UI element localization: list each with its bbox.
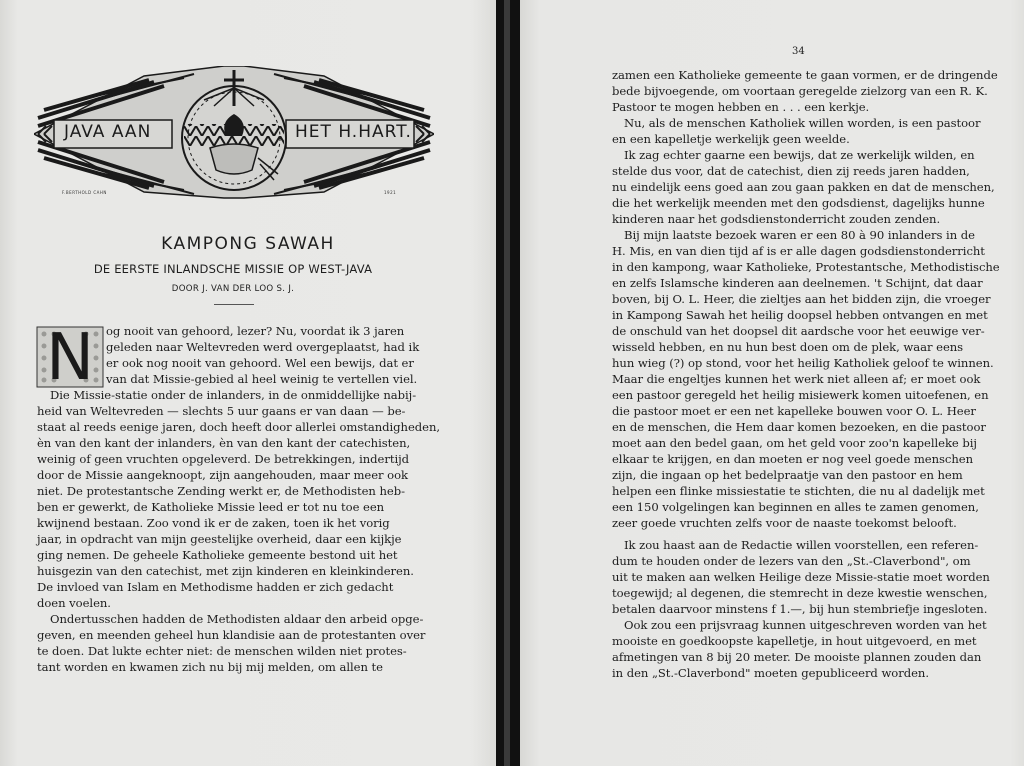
text-line: bede bijvoegende, om voortaan geregelde zielzorg van een R. K. — [612, 84, 988, 98]
page-edge — [504, 0, 510, 766]
text-line: hun wieg (?) op stond, voor het heilig Katholiek geloof te winnen. — [612, 356, 994, 370]
text-line: de onschuld van het doopsel dit aardsche voor het eeuwige ver- — [612, 324, 985, 338]
text-line: mooiste en goedkoopste kapelletje, in hout uitgevoerd, en met — [612, 634, 977, 648]
text-line: Ook zou een prijsvraag kunnen uitgeschreven worden van het — [624, 618, 987, 632]
text-line: Die Missie-statie onder de inlanders, in de onmiddellijke nabij- — [50, 388, 417, 402]
text-line: Nu, als de menschen Katholiek willen worden, is een pastoor — [624, 116, 981, 130]
text-line: uit te maken aan welken Heilige deze Missie-statie moet worden — [612, 570, 990, 584]
drop-cap-letter: N — [46, 321, 94, 395]
text-line: nu eindelijk eens goed aan zou gaan pakken en dat de menschen, — [612, 180, 995, 194]
text-line: staat al reeds eenige jaren, doch heeft door allerlei omstandigheden, — [37, 420, 441, 434]
text-line: geven, en meenden geheel hun klandisie aan de protestanten over — [37, 628, 426, 642]
text-line: Ik zou haast aan de Redactie willen voorstellen, een referen- — [624, 538, 979, 552]
title-divider — [214, 304, 254, 305]
text-line: er ook nog nooit van gehoord. Wel een bewijs, dat er — [106, 356, 414, 370]
text-line: jaar, in opdracht van mijn geestelijke overheid, daar een kijkje — [37, 532, 402, 546]
article-author: DOOR J. VAN DER LOO S. J. — [171, 284, 295, 294]
text-line: zeer goede vruchten zelfs voor de naaste toekomst belooft. — [612, 516, 957, 530]
text-line: afmetingen van 8 bij 20 meter. De mooiste plannen zouden dan — [612, 650, 982, 664]
article-title: KAMPONG SAWAH — [161, 234, 335, 254]
text-line: Pastoor te mogen hebben en . . . een kerkje. — [612, 100, 870, 114]
text-line: og nooit van gehoord, lezer? Nu, voordat ik 3 jaren — [106, 324, 405, 338]
banner-left-label: JAVA AAN — [64, 122, 152, 142]
text-line: elkaar te krijgen, en dan moeten er nog veel goede menschen — [612, 452, 973, 466]
banner-right-label: HET H.HART. — [295, 122, 412, 142]
text-line: en de menschen, die Hem daar komen bezoeken, en die pastoor — [612, 420, 986, 434]
text-line: Ondertusschen hadden de Methodisten aldaar den arbeid opge- — [50, 612, 424, 626]
banner-year: 1921 — [384, 190, 397, 195]
text-line: kinderen naar het godsdienstonderricht zouden zenden. — [612, 212, 941, 226]
text-line: zamen een Katholieke gemeente te gaan vormen, er de dringende — [612, 68, 998, 82]
text-line: heid van Weltevreden — slechts 5 uur gaans er van daan — be- — [37, 404, 406, 418]
text-line: dum te houden onder de lezers van den „St.-Claverbond", om — [612, 554, 971, 568]
drop-cap — [36, 321, 104, 395]
text-line: in den kampong, waar Katholieke, Protestantsche, Methodistische — [612, 260, 1000, 274]
decorative-header-banner — [34, 66, 434, 202]
text-line: kwijnend bestaan. Zoo vond ik er de zaken, toen ik het vorig — [37, 516, 390, 530]
text-line: Ik zag echter gaarne een bewijs, dat ze werkelijk wilden, en — [624, 148, 975, 162]
text-line: helpen een flinke missiestatie te stichten, die nu al dadelijk met — [612, 484, 985, 498]
text-line: Maar die engeltjes kunnen het werk niet alleen af; er moet ook — [612, 372, 981, 386]
text-line: èn van den kant der inlanders, èn van den kant der catechisten, — [37, 436, 411, 450]
right-page — [520, 0, 1024, 766]
page-number: 34 — [792, 46, 805, 57]
text-line: doen voelen. — [37, 596, 111, 610]
text-line: door de Missie aangeknoopt, zijn aangehouden, maar meer ook — [37, 468, 408, 482]
text-line: toegewijd; al degenen, die stemrecht in deze kwestie wenschen, — [612, 586, 988, 600]
text-line: boven, bij O. L. Heer, die zieltjes aan het bidden zijn, die vroeger — [612, 292, 991, 306]
text-line: niet. De protestantsche Zending werkt er, de Methodisten heb- — [37, 484, 405, 498]
text-line: te doen. Dat lukte echter niet: de menschen wilden niet protes- — [37, 644, 407, 658]
text-line: moet aan den bedel gaan, om het geld voor zoo'n kapelleke bij — [612, 436, 977, 450]
text-line: en zelfs Islamsche kinderen aan deelnemen. 't Schijnt, dat daar — [612, 276, 983, 290]
text-line: huisgezin van den catechist, met zijn kinderen en kleinkinderen. — [37, 564, 414, 578]
text-line: in den „St.-Claverbond" moeten gepubliceerd worden. — [612, 666, 929, 680]
text-line: een 150 volgelingen kan beginnen en alles te zamen genomen, — [612, 500, 979, 514]
text-line: H. Mis, en van dien tijd af is er alle dagen godsdienstonderricht — [612, 244, 985, 258]
text-line: geleden naar Weltevreden werd overgeplaatst, had ik — [106, 340, 420, 354]
article-subtitle: DE EERSTE INLANDSCHE MISSIE OP WEST-JAVA — [93, 262, 373, 276]
text-line: wisseld hebben, en nu hun best doen om de plek, waar eens — [612, 340, 964, 354]
text-line: in Kampong Sawah het heilig doopsel hebben ontvangen en met — [612, 308, 988, 322]
text-line: ging nemen. De geheele Katholieke gemeente bestond uit het — [37, 548, 398, 562]
left-page — [0, 0, 496, 766]
text-line: en een kapelletje werkelijk geen weelde. — [612, 132, 850, 146]
text-line: zijn, die ingaan op het bedelpraatje van den pastoor en hem — [612, 468, 963, 482]
text-line: een pastoor geregeld het heilig misiewerk komen uitoefenen, en — [612, 388, 989, 402]
banner-artist-credit: F.BERTHOLD CAHN — [62, 190, 107, 195]
text-line: die pastoor moet er een net kapelleke bouwen voor O. L. Heer — [612, 404, 976, 418]
text-line: De invloed van Islam en Methodisme hadden er zich gedacht — [37, 580, 394, 594]
text-line: stelde dus voor, dat de catechist, dien zij reeds jaren hadden, — [612, 164, 970, 178]
text-line: van dat Missie-gebied al heel weinig te vertellen viel. — [106, 372, 418, 386]
text-line: Bij mijn laatste bezoek waren er een 80 à 90 inlanders in de — [624, 228, 975, 242]
text-line: tant worden en kwamen zich nu bij mij melden, om allen te — [37, 660, 383, 674]
text-line: weinig of geen vruchten opgeleverd. De betrekkingen, indertijd — [37, 452, 410, 466]
text-line: die het werkelijk meenden met den godsdienst, dagelijks hunne — [612, 196, 985, 210]
text-line: ben er gewerkt, de Katholieke Missie leed er tot nu toe een — [37, 500, 385, 514]
text-line: betalen daarvoor minstens f 1.—, bij hun stembriefje ingesloten. — [612, 602, 988, 616]
